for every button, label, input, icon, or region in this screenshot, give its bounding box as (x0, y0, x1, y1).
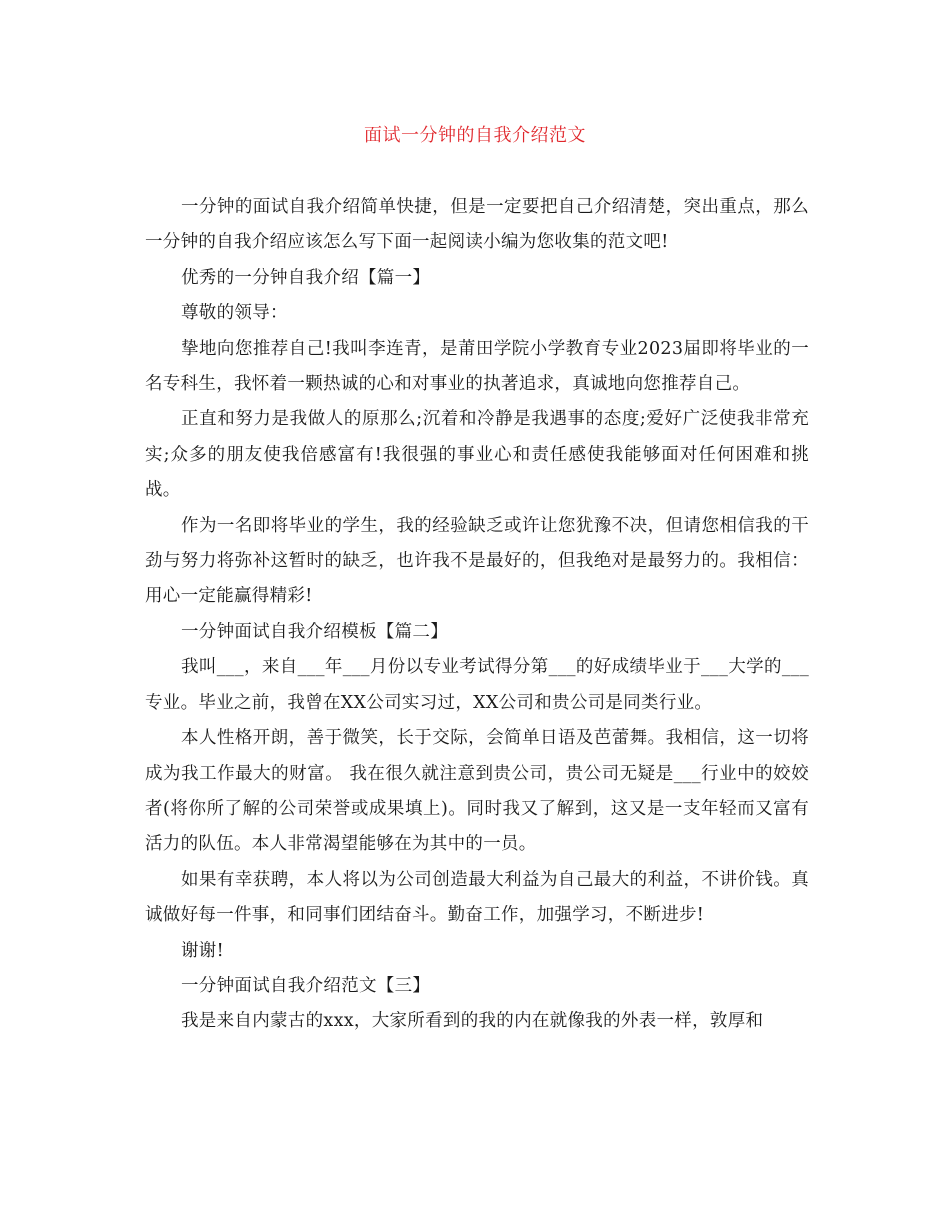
paragraph-mongolia: 我是来自内蒙古的xxx，大家所看到的我的内在就像我的外表一样，敦厚和 (181, 1011, 764, 1032)
salutation: 尊敬的领导： (181, 303, 288, 324)
paragraph-thanks: 谢谢! (181, 940, 224, 961)
paragraph-recommend: 挚地向您推荐自己!我叫李连青，是莆田学院小学教育专业2023届即将毕业的一名专科生，我怀着一颗热诚的心和对事业的执著追求，真诚地向您推荐自己。 (145, 338, 809, 395)
paragraph-hired: 如果有幸获聘，本人将以为公司创造最大利益为自己最大的利益，不讲价钱。真诚做好每一件事，和同事们团结奋斗。勤奋工作，加强学习，不断进步! (145, 869, 809, 926)
intro-paragraph: 一分钟的面试自我介绍简单快捷，但是一定要把自己介绍清楚，突出重点，那么一分钟的自我介绍应该怎么写下面一起阅读小编为您收集的范文吧! (145, 197, 809, 253)
paragraph-template: 我叫___，来自___年___月份以专业考试得分第___的好成绩毕业于___大学的___专业。毕业之前，我曾在XX公司实习过，XX公司和贵公司是同类行业。 (145, 657, 809, 713)
paragraph-character: 正直和努力是我做人的原那么;沉着和冷静是我遇事的态度;爱好广泛使我非常充实;众多的朋友使我倍感富有!我很强的事业心和责任感使我能够面对任何困难和挑战。 (145, 409, 809, 501)
paragraph-personality: 本人性格开朗，善于微笑，长于交际，会简单日语及芭蕾舞。我相信，这一切将成为我工作最大的财富。 我在很久就注意到贵公司，贵公司无疑是___行业中的姣姣者(将你所了解的公司荣誉或成果填上)。同时我又了解到，这又是一支年轻而又富有活力的队伍。本人非常渴望能够在为其中的一员。 (145, 728, 809, 855)
section-heading-3: 一分钟面试自我介绍范文【三】 (181, 975, 431, 996)
section-heading-2: 一分钟面试自我介绍模板【篇二】 (181, 621, 448, 642)
document-body (145, 190, 809, 1040)
page-title: 面试一分钟的自我介绍范文 (364, 125, 586, 146)
paragraph-experience: 作为一名即将毕业的学生，我的经验缺乏或许让您犹豫不决，但请您相信我的干劲与努力将弥补这暂时的缺乏，也许我不是最好的，但我绝对是最努力的。我相信：用心一定能赢得精彩! (145, 515, 809, 607)
section-heading-1: 优秀的一分钟自我介绍【篇一】 (181, 267, 431, 288)
